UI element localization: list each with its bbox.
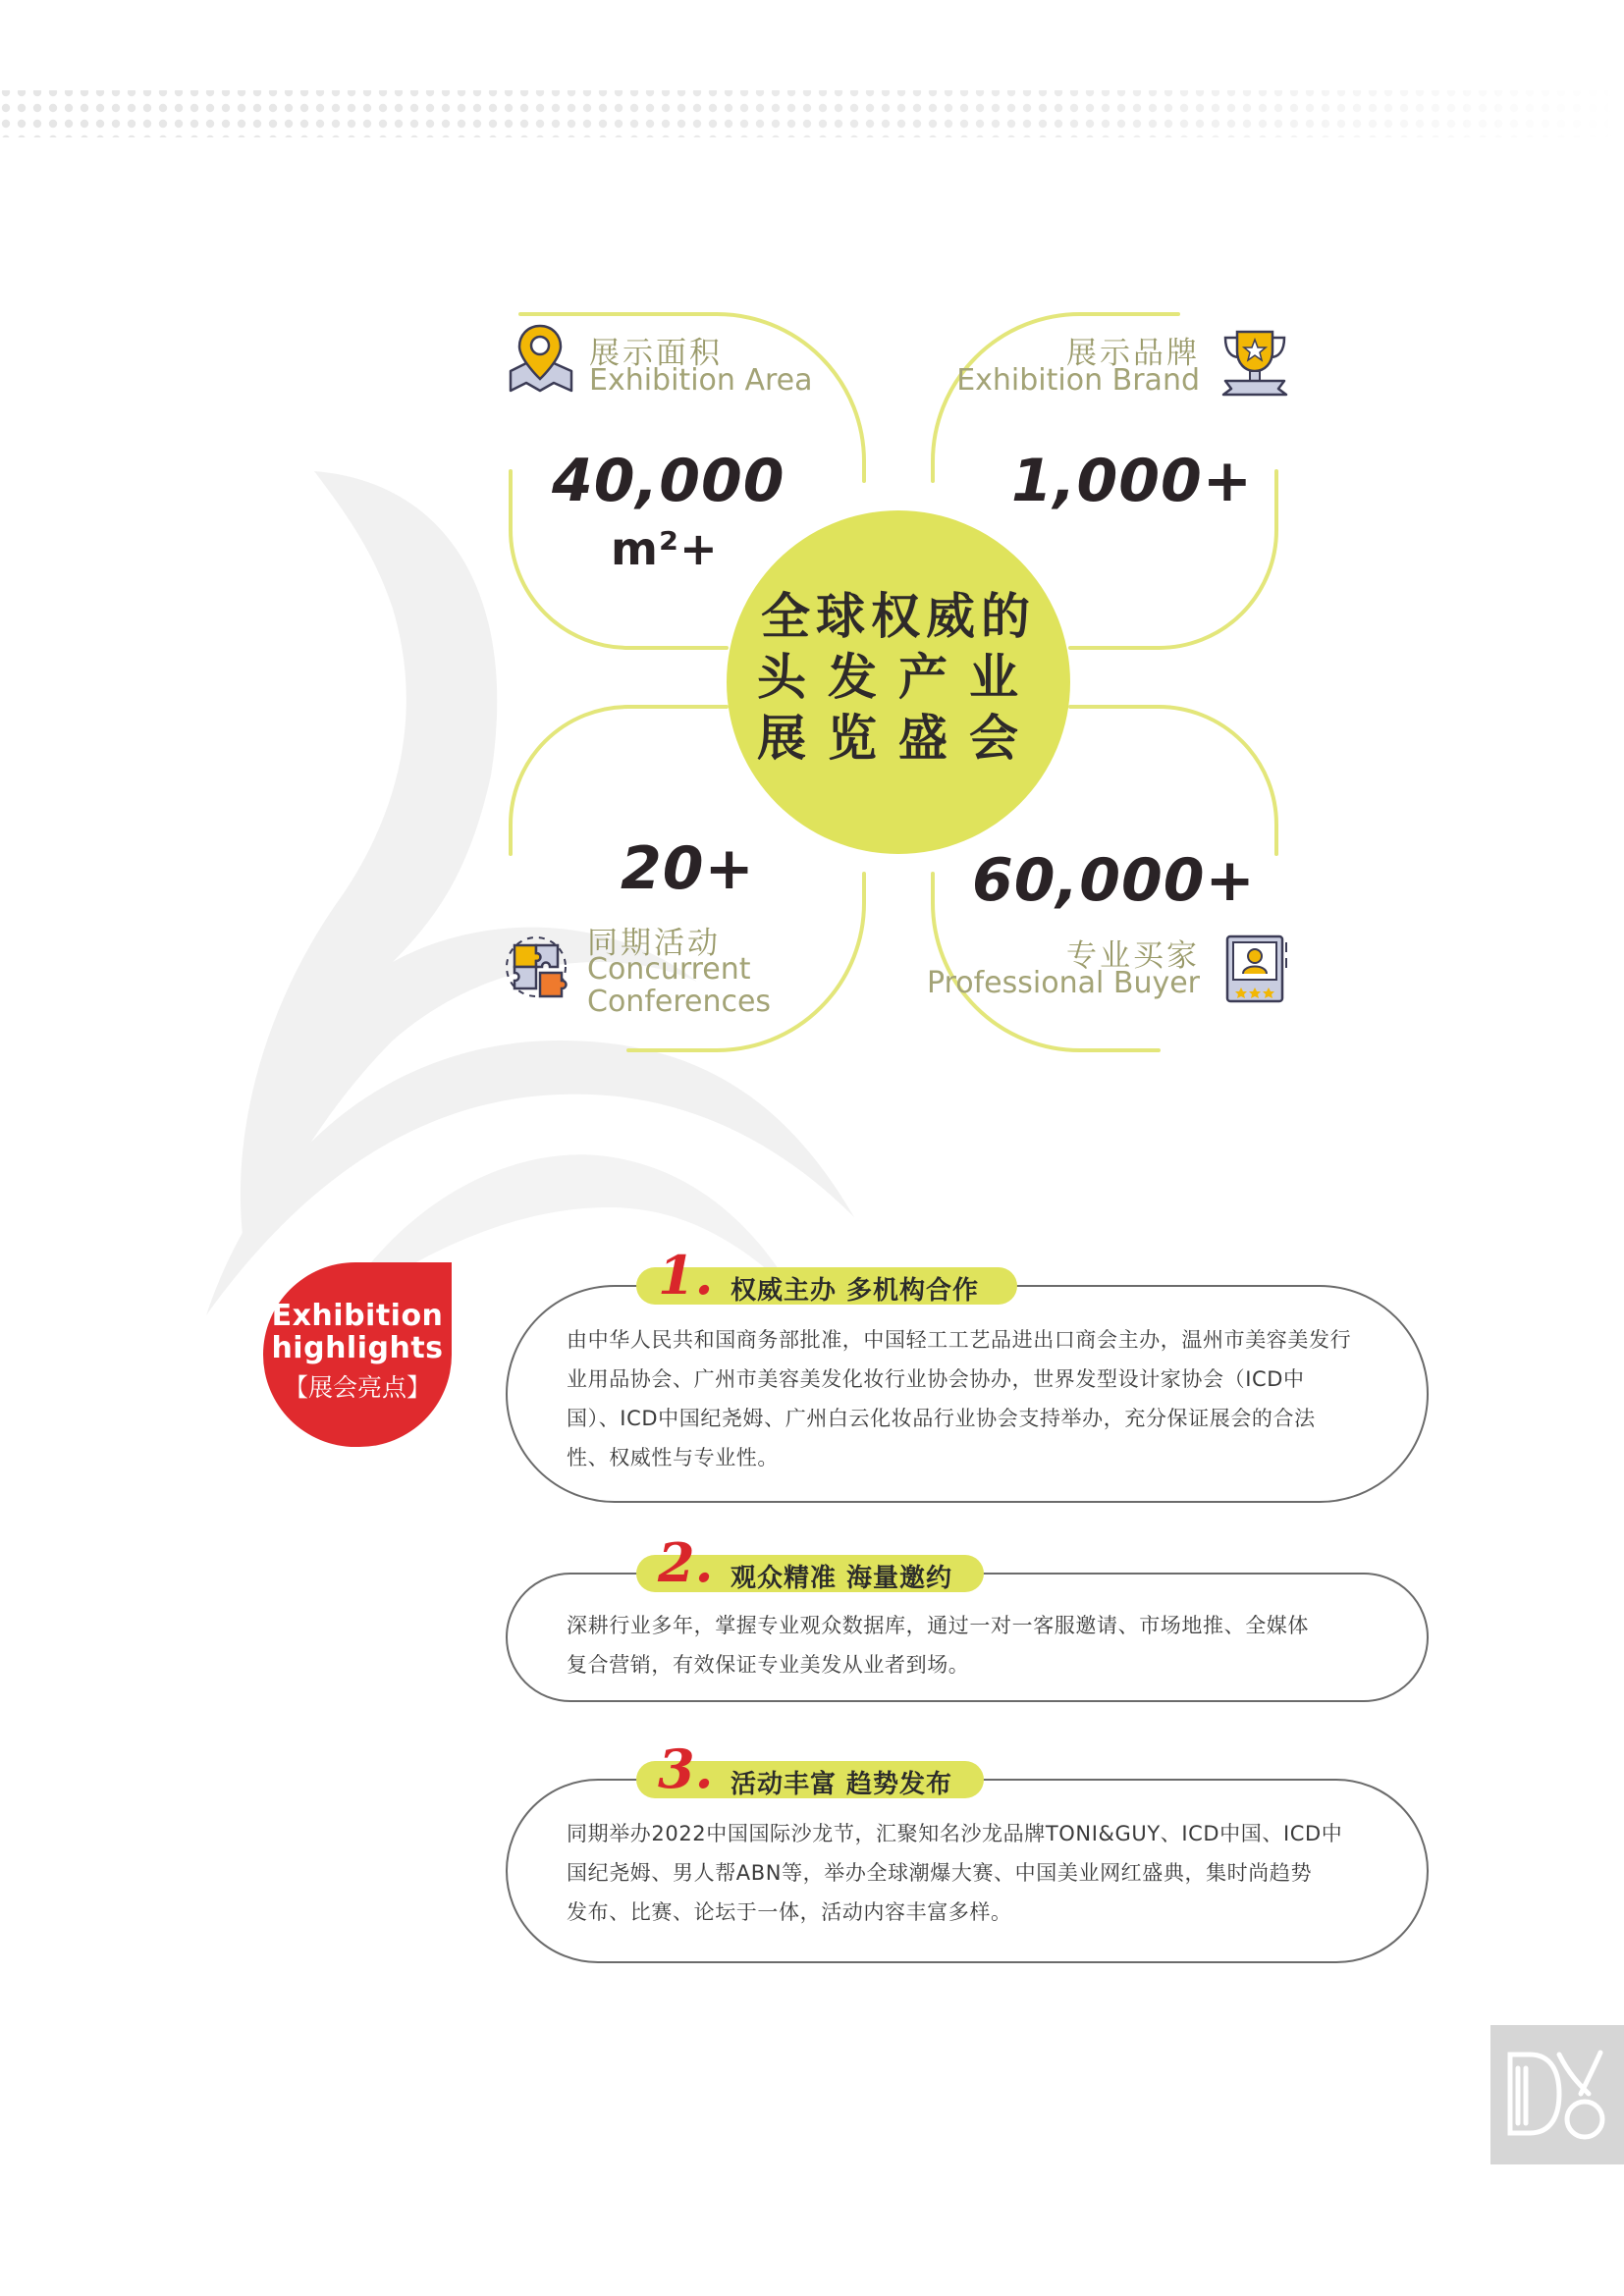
brand-value: 1,000+ [1011,447,1254,515]
trophy-icon [1218,324,1292,399]
activities-label-en-2: Conferences [587,985,772,1019]
highlight-card-1 [506,1285,1429,1503]
buyer-label-en: Professional Buyer [927,966,1200,1000]
highlight-1-line: 性、权威性与专业性。 [567,1446,779,1469]
area-value: 40,000 [552,447,785,515]
dotted-band [0,86,1624,145]
center-line-1: 全球权威的 [761,588,1036,645]
highlight-3-title: 活动丰富 趋势发布 [731,1770,953,1799]
center-badge [727,510,1070,854]
activities-value: 20+ [621,834,755,903]
highlight-1-text [567,1320,1373,1477]
highlight-1-line: 国）、ICD中国纪尧姆、广州白云化妆品行业协会支持举办，充分保证展会的合法 [567,1407,1316,1430]
highlight-2-line: 复合营销，有效保证专业美发从业者到场。 [567,1653,970,1677]
highlight-3-line: 发布、比赛、论坛于一体，活动内容丰富多样。 [567,1900,1012,1924]
buyer-value: 60,000+ [972,846,1256,915]
area-unit: m²+ [611,522,719,575]
location-pin-icon [503,320,577,395]
highlight-1-line: 业用品协会、广州市美容美发化妆行业协会协办，世界发型设计家协会（ICD中 [567,1367,1305,1391]
brand-label-en: Exhibition Brand [956,363,1200,398]
id-card-icon [1221,933,1292,1007]
badge-line-1: Exhibition [271,1299,444,1333]
highlight-2-title: 观众精准 海量邀约 [731,1564,953,1593]
brand-logo-icon [1490,2025,1624,2164]
highlight-3-line: 国纪尧姆、男人帮ABN等，举办全球潮爆大赛、中国美业网红盛典，集时尚趋势 [567,1861,1313,1885]
highlights-badge [263,1262,452,1447]
highlight-1-title: 权威主办 多机构合作 [731,1276,980,1306]
center-line-3: 展览盛会 [757,710,1040,767]
puzzle-icon [501,928,579,1006]
activities-label-cn: 同期活动 [587,926,721,961]
highlight-card-3 [506,1779,1429,1963]
badge-line-3: 【展会亮点】 [283,1373,431,1402]
activities-label-en-1: Concurrent [587,952,751,987]
area-label-en: Exhibition Area [589,363,813,398]
buyer-label-cn: 专业买家 [1066,938,1200,974]
area-label-cn: 展示面积 [589,336,723,371]
badge-line-2: highlights [271,1331,444,1365]
brand-label-cn: 展示品牌 [1066,336,1200,371]
corner-brand-logo [1490,2025,1624,2164]
highlight-1-number: 1. [658,1244,714,1307]
highlight-2-number: 2. [658,1531,714,1594]
highlight-3-number: 3. [658,1737,714,1800]
highlight-2-line: 深耕行业多年，掌握专业观众数据库，通过一对一客服邀请、市场地推、全媒体 [567,1614,1309,1637]
highlight-3-text [567,1814,1373,1932]
highlight-2-text [567,1606,1373,1684]
highlight-1-line: 由中华人民共和国商务部批准，中国轻工工艺品进出口商会主办，温州市美容美发行 [567,1328,1352,1352]
center-line-2: 头发产业 [757,649,1040,706]
highlight-3-line: 同期举办2022中国国际沙龙节，汇聚知名沙龙品牌TONI&GUY、ICD中国、ICD中 [567,1822,1343,1845]
